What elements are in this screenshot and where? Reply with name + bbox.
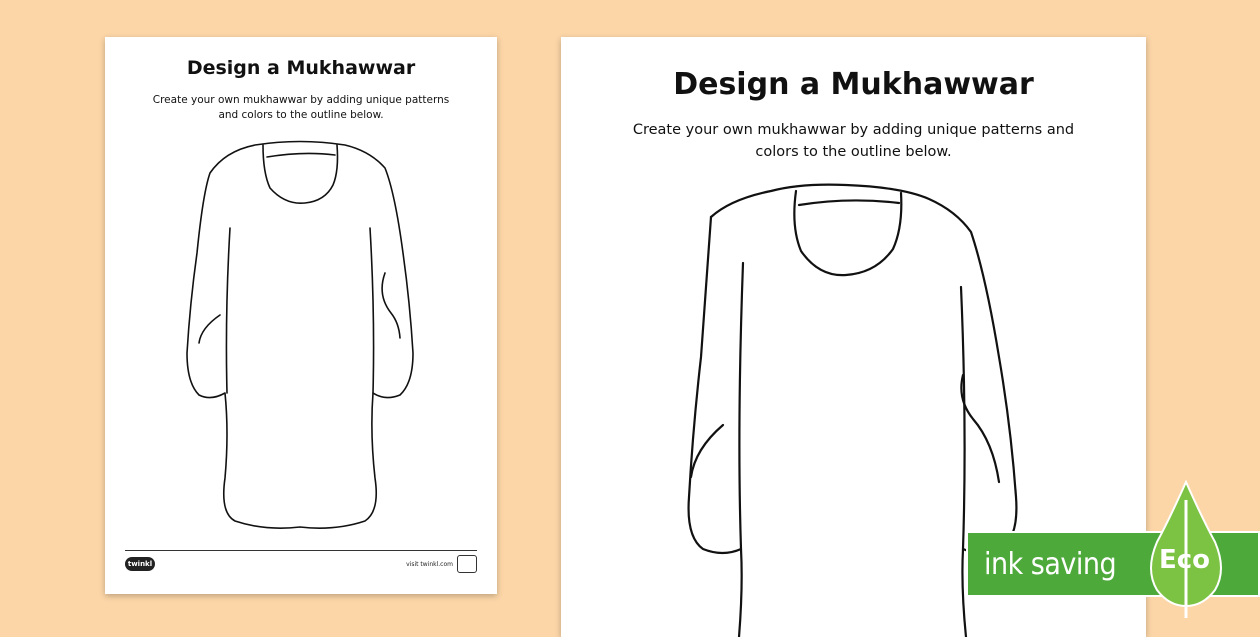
mukhawwar-outline: [185, 133, 415, 533]
ink-saving-label: ink saving: [984, 547, 1117, 582]
worksheet-title: Design a Mukhawwar: [186, 57, 416, 79]
quality-mark-icon: [457, 555, 477, 573]
eco-tag: Eco: [1159, 545, 1211, 575]
footer-divider: [125, 550, 477, 551]
twinkl-logo: twinkl: [125, 557, 155, 571]
footer-url: visit twinkl.com: [406, 561, 453, 568]
worksheet-title: Design a Mukhawwar: [673, 67, 1034, 102]
worksheet-preview-small: [105, 37, 497, 594]
worksheet-instructions: Create your own mukhawwar by adding unique patterns and colors to the outline below.: [152, 94, 450, 121]
worksheet-instructions: Create your own mukhawwar by adding unique patterns and colors to the outline below.: [632, 122, 1075, 160]
